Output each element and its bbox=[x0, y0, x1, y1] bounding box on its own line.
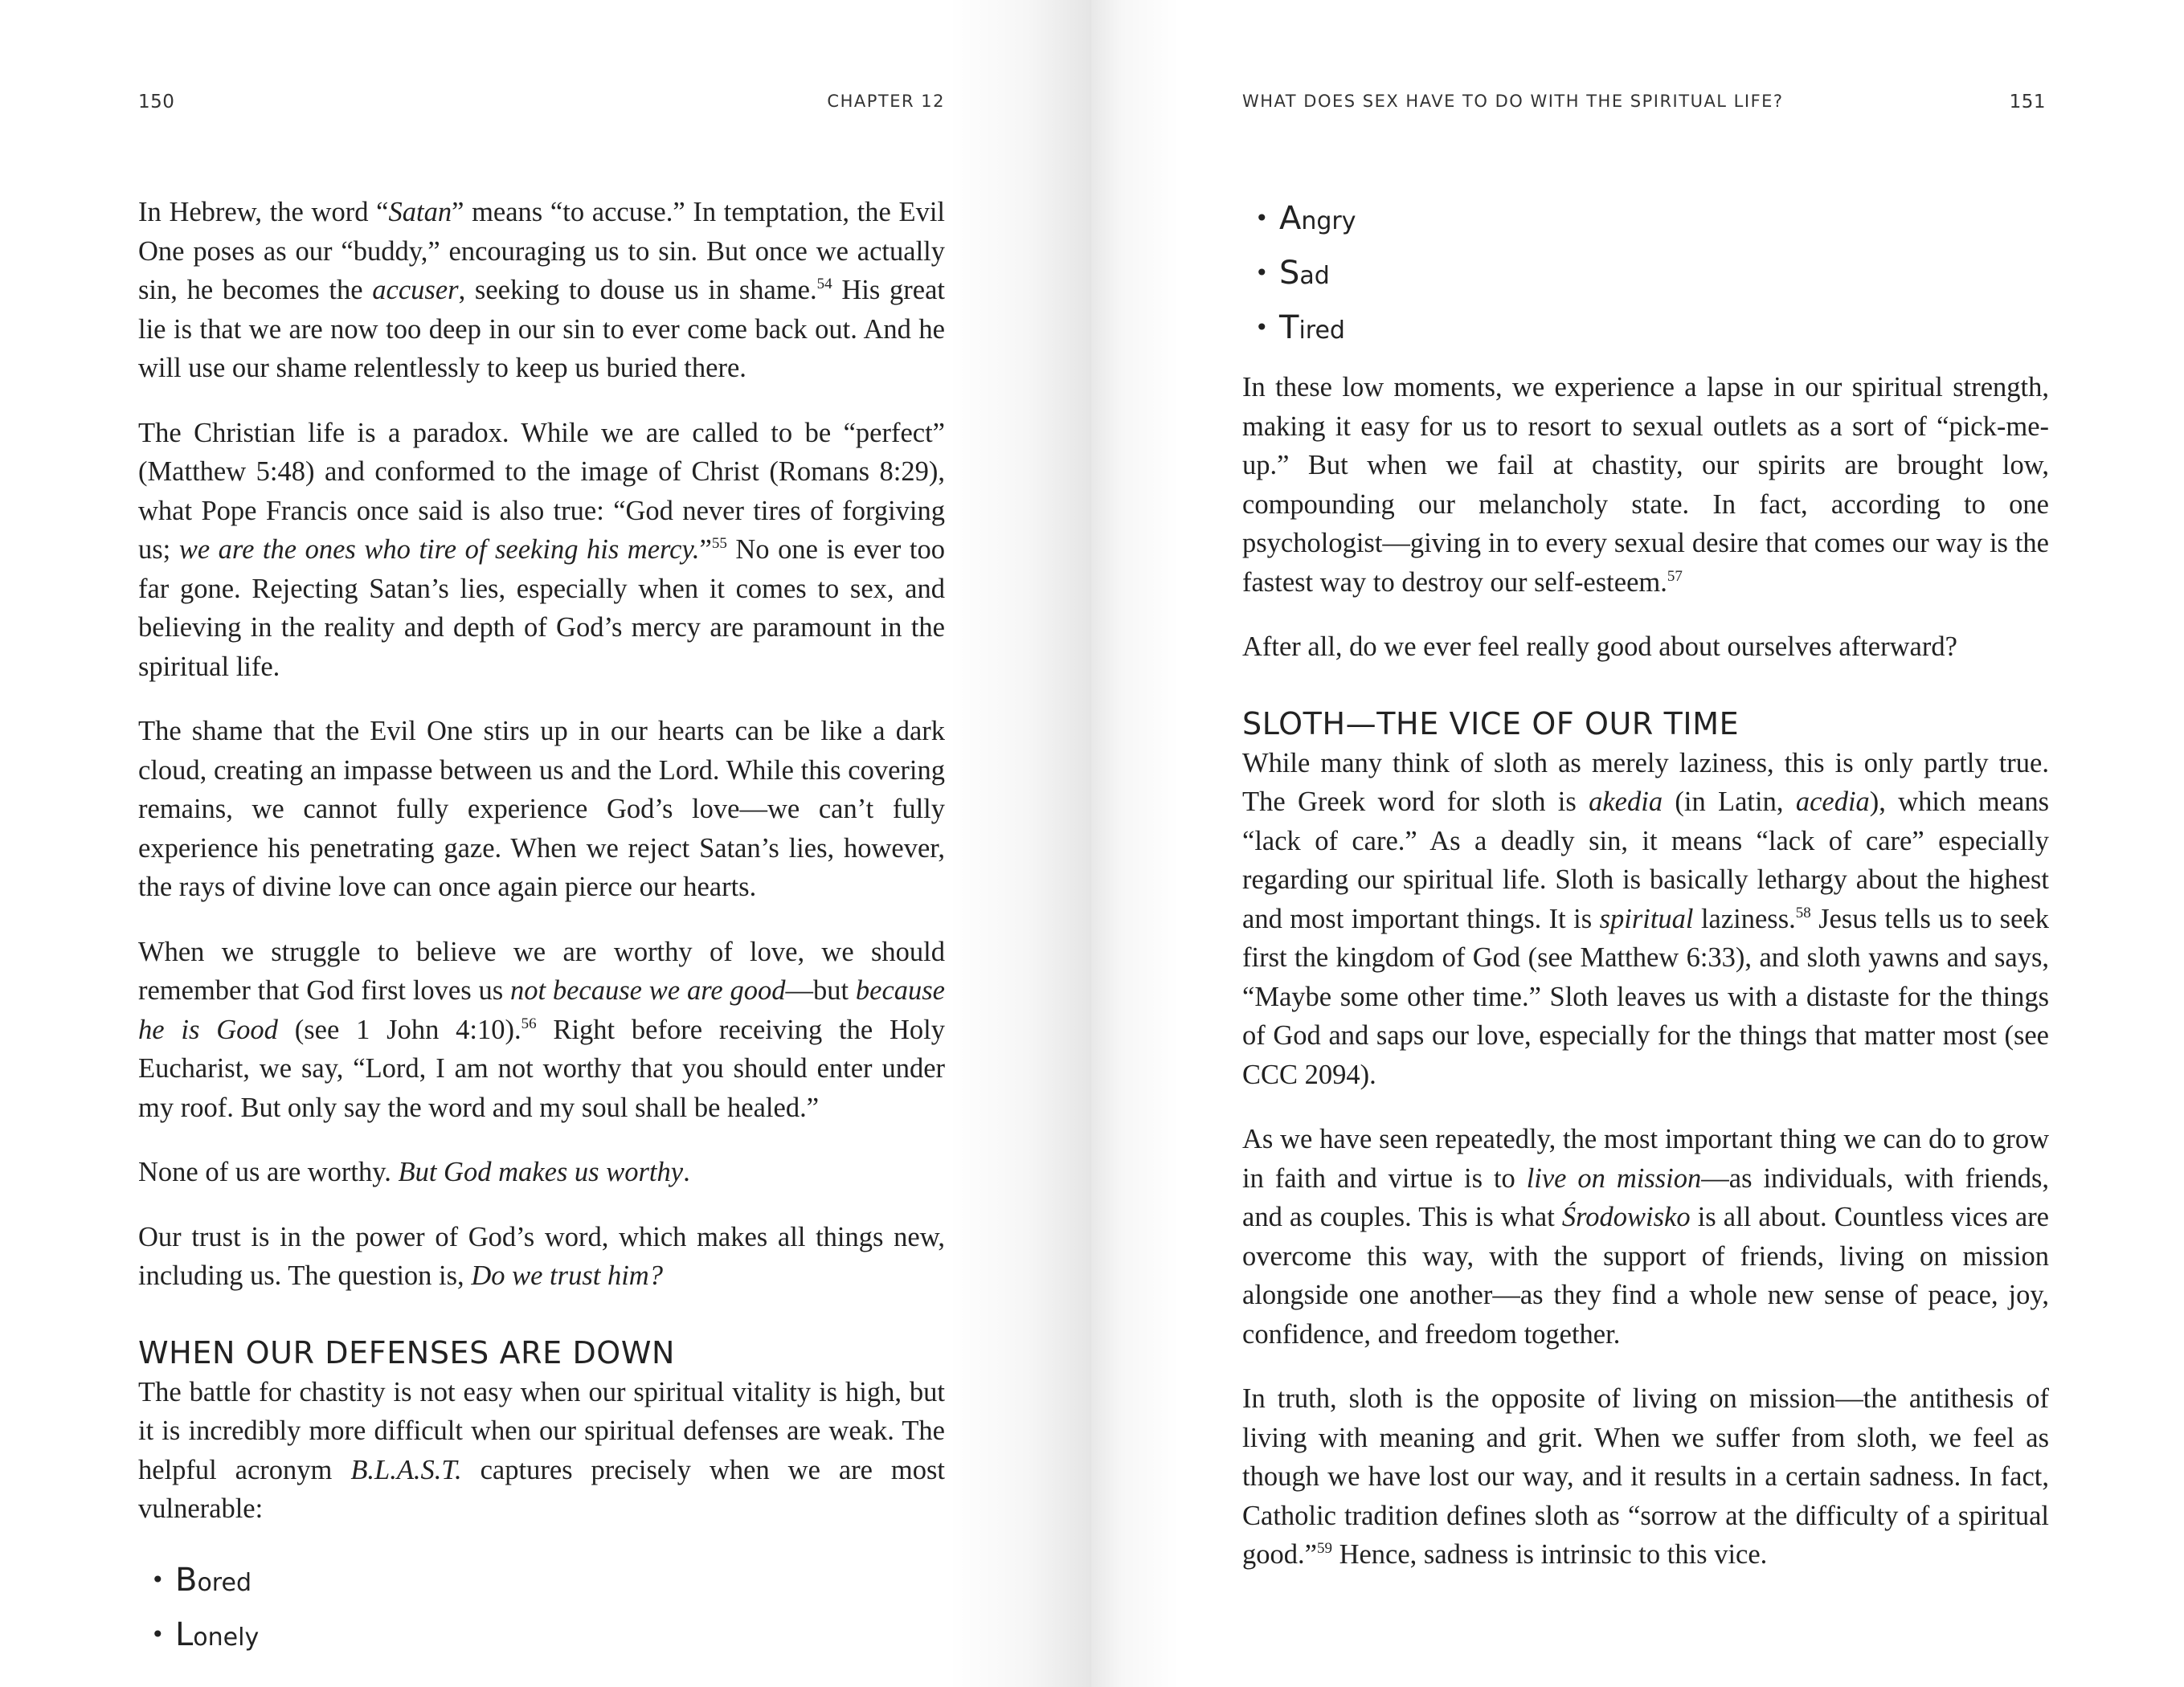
left-page bbox=[0, 0, 1091, 1687]
footnote-ref: 57 bbox=[1667, 567, 1683, 585]
list-item: • Sad bbox=[1279, 247, 2049, 302]
paragraph: None of us are worthy. But God makes us worthy. bbox=[138, 1157, 690, 1187]
blast-acronym-list bbox=[138, 1554, 945, 1664]
footnote-ref: 55 bbox=[711, 535, 727, 552]
list-item: • Angry bbox=[1279, 193, 2049, 247]
left-gutter-shadow bbox=[948, 0, 1091, 1687]
footnote-ref: 58 bbox=[1795, 904, 1811, 921]
right-text-block bbox=[1242, 193, 2049, 1600]
right-gutter-shadow bbox=[1091, 0, 1180, 1687]
list-item: • Bored bbox=[175, 1554, 945, 1609]
paragraph: Our trust is in the power of God’s word, which makes all things new, including us. The question is, Do we trust him? bbox=[138, 1221, 945, 1291]
page-number-left: 150 bbox=[138, 92, 175, 112]
chapter-running-head: CHAPTER 12 bbox=[827, 92, 945, 111]
section-heading: WHEN OUR DEFENSES ARE DOWN bbox=[138, 1334, 676, 1370]
page-number-right: 151 bbox=[2009, 92, 2046, 112]
paragraph: In truth, sloth is the opposite of living on mission—the antithesis of living with meaning and grit. When we suffer from sloth, we feel as though we have lost our way, and it results in a certain sadness. In fact, Catholic tradition defines sloth as “sorrow at the difficulty of a spiritual good.”$^{59}$ Hence, sadness is intrinsic to this vice. bbox=[1242, 1383, 2049, 1570]
list-item: • Lonely bbox=[175, 1609, 945, 1664]
paragraph: When we struggle to believe we are worthy of love, we should remember that God first loves us not because we are good—but because he is Good (see 1 John 4:10).$^{56}$ Right before receiving the Holy Eucharist, we say, “Lord, I am not worthy that you should enter under my roof. But only say the word and my soul shall be healed.” bbox=[138, 936, 946, 1123]
paragraph: In these low moments, we experience a lapse in our spiritual strength, making it easy for us to resort to sexual outlets as a sort of “pick-me-up.” But when we fail at chastity, our spirits are brought low, compounding our melancholy state. In fact, according to one psychologist—giving in to every sexual desire that comes our way is the fastest way to destroy our self-esteem.$^{57}$ bbox=[1242, 372, 2049, 598]
paragraph: In Hebrew, the word “Satan” means “to accuse.” In temptation, the Evil One poses as our “buddy,” encouraging us to sin. But once we actually sin, he becomes the accuser, seeking to douse us in shame.$^{54}$ His great lie is that we are now too deep in our sin to ever come back out. And he will use our shame relentlessly to keep us buried there. bbox=[138, 197, 945, 383]
paragraph: The Christian life is a paradox. While we are called to be “perfect” (Matthew 5:48) and conformed to the image of Christ (Romans 8:29), what Pope Francis once said is also true: “God never tires of forgiving us; we are the ones who tire of seeking his mercy.”$^{55}$ No one is ever too far gone. Rejecting Satan’s lies, especially when it comes to sex, and believing in the reality and depth of God’s mercy are paramount in the spiritual life. bbox=[138, 417, 945, 682]
left-text-block bbox=[138, 193, 945, 1686]
paragraph: After all, do we ever feel really good about ourselves afterward? bbox=[1242, 631, 1957, 662]
footnote-ref: 54 bbox=[816, 276, 832, 292]
paragraph: As we have seen repeatedly, the most important thing we can do to grow in faith and virtue is to live on mission—as individuals, with friends, and as couples. This is what Środowisko is all about. Countless vices are overcome this way, with the support of friends, living on mission alongside one another—as they find a whole new sense of peace, joy, confidence, and freedom together. bbox=[1242, 1124, 2049, 1350]
chapter-title-running-head: WHAT DOES SEX HAVE TO DO WITH THE SPIRITUAL LIFE? bbox=[1242, 92, 1784, 111]
paragraph: The battle for chastity is not easy when our spiritual vitality is high, but it is incredibly more difficult when our spiritual defenses are weak. The helpful acronym B.L.A.S.T. captures precisely when we are most vulnerable: bbox=[138, 1376, 945, 1524]
footnote-ref: 56 bbox=[521, 1015, 537, 1032]
blast-acronym-list-continued bbox=[1242, 193, 2049, 357]
paragraph: The shame that the Evil One stirs up in our hearts can be like a dark cloud, creating an impasse between us and the Lord. While this covering remains, we cannot fully experience God’s love—we can’t fully experience his penetrating gaze. When we reject Satan’s lies, however, the rays of divine love can once again pierce our hearts. bbox=[138, 716, 945, 902]
right-page bbox=[1091, 0, 2184, 1687]
section-heading: SLOTH—THE VICE OF OUR TIME bbox=[1242, 705, 1740, 741]
paragraph: While many think of sloth as merely laziness, this is only partly true. The Greek word for sloth is akedia (in Latin, acedia), which means “lack of care.” As a deadly sin, it means “lack of care” especially regarding our spiritual life. Sloth is basically lethargy about the highest and most important things. It is spiritual laziness.$^{58}$ Jesus tells us to seek first the kingdom of God (see Matthew 6:33), and sloth yawns and says, “Maybe some other time.” Sloth leaves us with a distaste for the things of God and saps our love, especially for the things that matter most (see CCC 2094). bbox=[1242, 747, 2049, 1090]
list-item: • Tired bbox=[1279, 302, 2049, 357]
footnote-ref: 59 bbox=[1316, 1540, 1332, 1557]
